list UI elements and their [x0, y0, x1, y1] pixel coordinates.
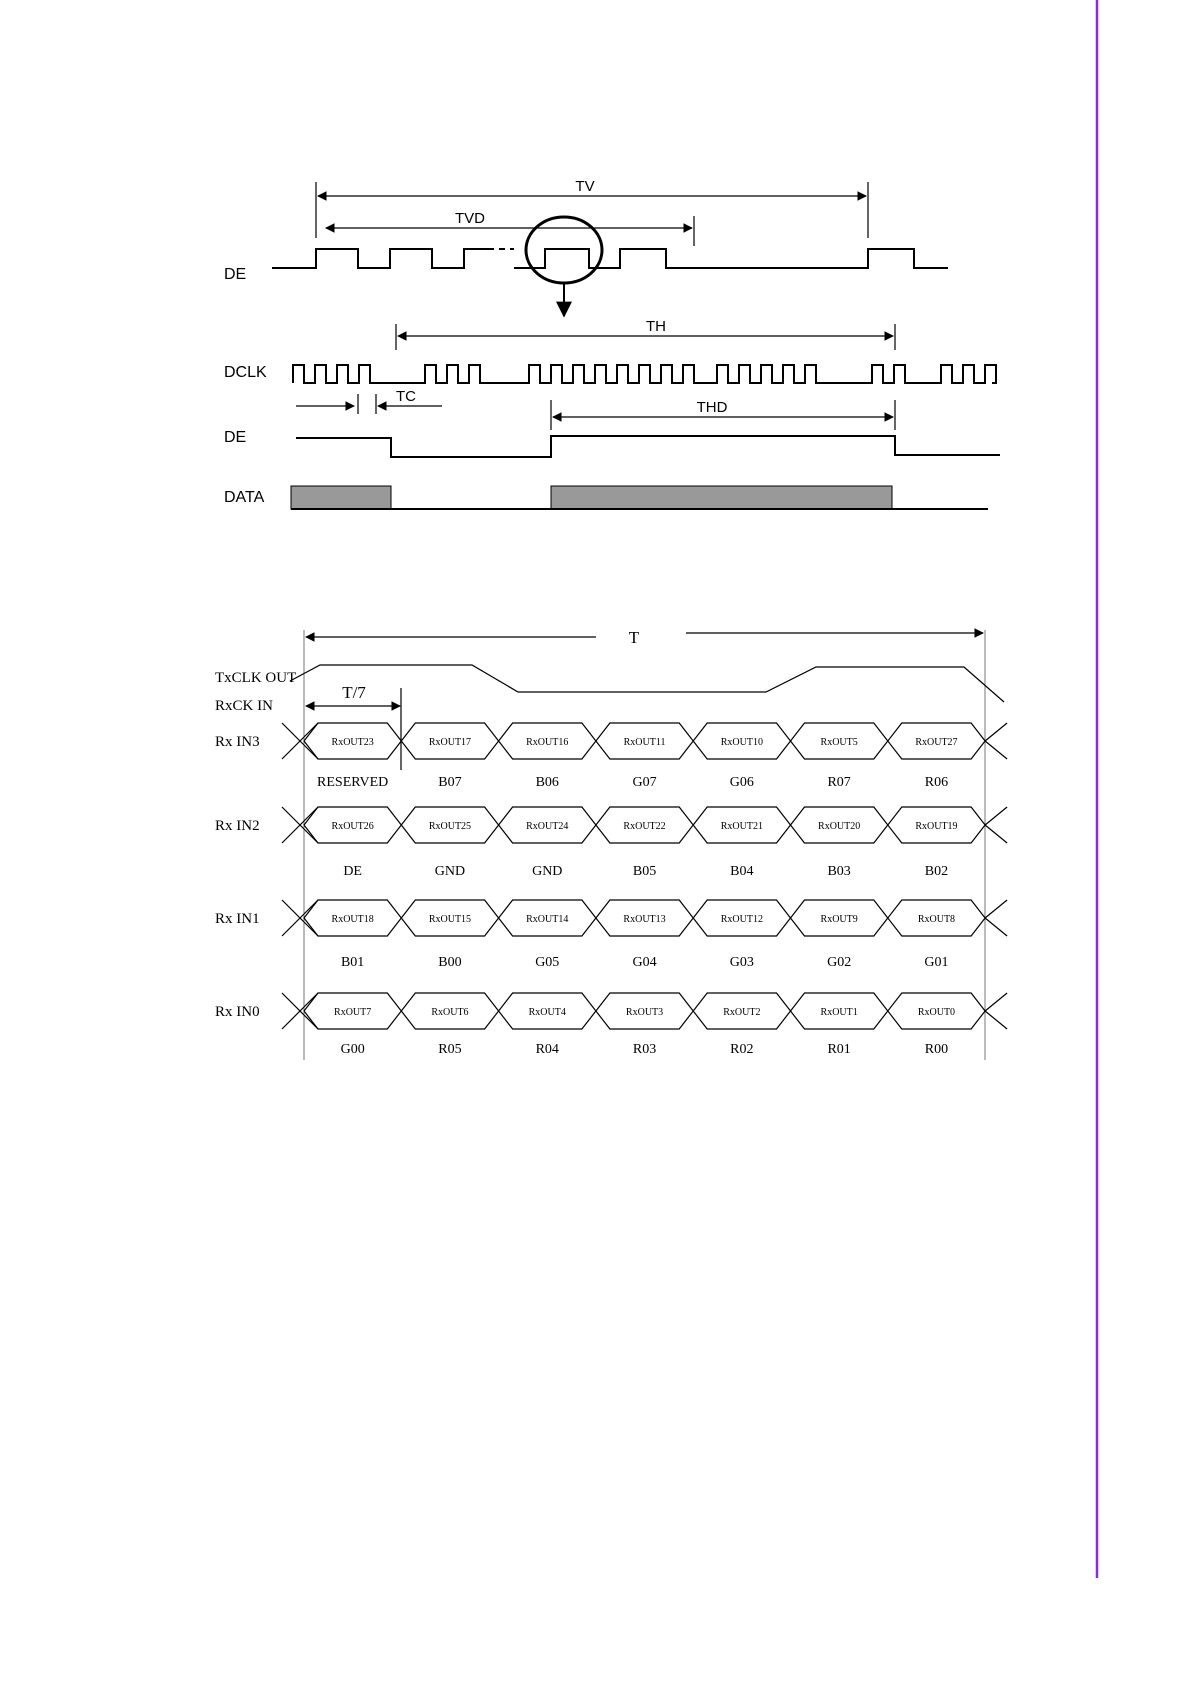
- slot-label: RxOUT14: [526, 914, 569, 925]
- slot-label: RxOUT22: [623, 821, 666, 832]
- bit-assignment: B06: [535, 775, 559, 790]
- lane-trail-crossing: [985, 807, 1007, 843]
- tvd-label: TVD: [455, 210, 485, 227]
- lane-lead-crossing: [282, 723, 318, 759]
- lane-trail-crossing: [985, 993, 1007, 1029]
- slot-label: RxOUT21: [720, 821, 763, 832]
- bit-assignment: R04: [535, 1042, 559, 1057]
- slot-label: RxOUT26: [331, 821, 374, 832]
- slot-label: RxOUT2: [723, 1007, 761, 1018]
- de-waveform-1: [272, 249, 488, 268]
- bit-assignment: R06: [924, 775, 949, 790]
- bit-assignment: B01: [340, 955, 365, 970]
- bit-assignment: B03: [827, 864, 851, 879]
- bit-assignment: G01: [924, 955, 949, 970]
- bit-assignment: R01: [827, 1042, 851, 1057]
- slot-label: RxOUT24: [526, 821, 569, 832]
- txclk-out-label: TxCLK OUT: [215, 670, 297, 686]
- de-label-2: DE: [224, 429, 247, 446]
- t7-label: T/7: [342, 683, 366, 702]
- slot-label: RxOUT19: [915, 821, 958, 832]
- lane-lead-crossing: [282, 993, 318, 1029]
- bit-assignment: R07: [827, 775, 851, 790]
- dclk-label: DCLK: [224, 364, 267, 381]
- slot-label: RxOUT5: [820, 737, 858, 748]
- slot-label: RxOUT27: [915, 737, 958, 748]
- rxck-in-label: RxCK IN: [215, 698, 273, 714]
- lane-label-3: Rx IN0: [215, 1004, 260, 1020]
- bit-assignment: G03: [729, 955, 754, 970]
- slot-label: RxOUT1: [820, 1007, 858, 1018]
- bit-assignment: B00: [438, 955, 462, 970]
- slot-label: RxOUT15: [428, 914, 472, 925]
- lane-label-2: Rx IN1: [215, 911, 260, 927]
- de-label-1: DE: [224, 266, 247, 283]
- lane-label-1: Rx IN2: [215, 818, 260, 834]
- slot-label: RxOUT7: [334, 1007, 372, 1018]
- bit-assignment: B05: [632, 864, 657, 879]
- dclk-waveform: [293, 365, 996, 383]
- bit-assignment: B07: [438, 775, 462, 790]
- t-label: T: [628, 628, 640, 647]
- bit-assignment: RESERVED: [317, 775, 389, 790]
- slot-label: RxOUT25: [428, 821, 472, 832]
- lane-trail-crossing: [985, 900, 1007, 936]
- slot-label: RxOUT6: [431, 1007, 469, 1018]
- slot-label: RxOUT8: [917, 914, 956, 925]
- txclk-waveform: [290, 665, 1004, 702]
- bit-assignment: B04: [730, 864, 754, 879]
- slot-label: RxOUT12: [720, 914, 763, 925]
- thd-label: THD: [696, 399, 728, 416]
- data-valid-block-1: [291, 486, 391, 509]
- bit-assignment: R03: [632, 1042, 657, 1057]
- bit-assignment: R05: [438, 1042, 462, 1057]
- slot-label: RxOUT23: [331, 737, 374, 748]
- bit-assignment: G00: [340, 1042, 365, 1057]
- lvds-timing-diagram: [215, 628, 1007, 1060]
- th-label: TH: [646, 318, 666, 335]
- lane-lead-crossing: [282, 807, 318, 843]
- slot-label: RxOUT10: [720, 737, 763, 748]
- slot-label: RxOUT18: [331, 914, 374, 925]
- de-waveform-1-cont: [514, 249, 948, 268]
- slot-label: RxOUT17: [428, 737, 472, 748]
- bit-assignment: G04: [632, 955, 657, 970]
- slot-label: RxOUT0: [917, 1007, 956, 1018]
- bit-assignment: R00: [924, 1042, 949, 1057]
- bit-assignment: G07: [632, 775, 657, 790]
- tv-label: TV: [575, 178, 595, 195]
- top-timing-diagram: [224, 178, 1000, 509]
- data-label: DATA: [224, 489, 265, 506]
- bit-assignment: DE: [343, 864, 362, 879]
- data-valid-block-2: [551, 486, 892, 509]
- slot-label: RxOUT3: [625, 1007, 664, 1018]
- slot-label: RxOUT4: [528, 1007, 566, 1018]
- slot-label: RxOUT11: [623, 737, 666, 748]
- slot-label: RxOUT20: [818, 821, 861, 832]
- bit-assignment: G06: [729, 775, 754, 790]
- lane-trail-crossing: [985, 723, 1007, 759]
- tc-label: TC: [396, 388, 416, 405]
- lane-lead-crossing: [282, 900, 318, 936]
- slot-label: RxOUT9: [820, 914, 858, 925]
- bit-assignment: GND: [434, 864, 466, 879]
- slot-label: RxOUT13: [623, 914, 666, 925]
- bit-assignment: G05: [535, 955, 560, 970]
- bit-assignment: GND: [532, 864, 563, 879]
- bit-assignment: R02: [730, 1042, 754, 1057]
- lane-label-0: Rx IN3: [215, 734, 260, 750]
- bit-assignment: G02: [827, 955, 852, 970]
- slot-label: RxOUT16: [526, 737, 569, 748]
- de-waveform-2: [296, 436, 1000, 457]
- bit-assignment: B02: [924, 864, 949, 879]
